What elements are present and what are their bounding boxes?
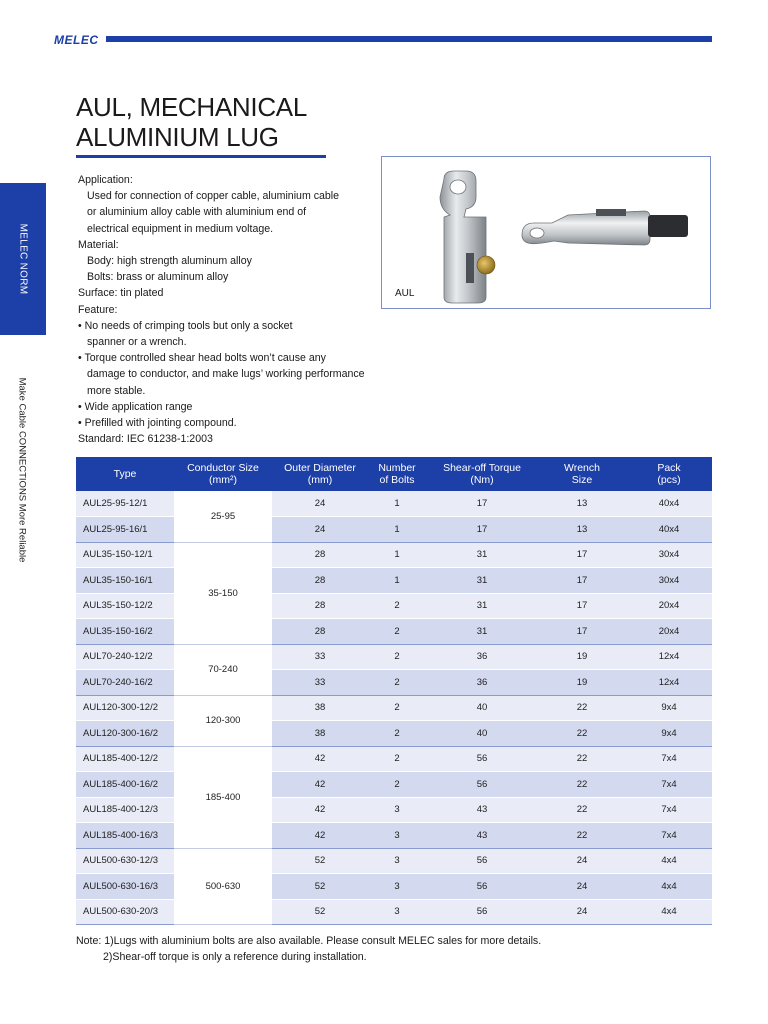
cell-wrench-size: 19 bbox=[538, 670, 626, 696]
feature-heading: Feature: bbox=[78, 303, 118, 316]
cell-number-of-bolts: 1 bbox=[368, 517, 426, 543]
cell-wrench-size: 13 bbox=[538, 517, 626, 543]
cell-pack: 30x4 bbox=[626, 542, 712, 568]
cell-shear-off-torque: 31 bbox=[426, 542, 538, 568]
cell-wrench-size: 22 bbox=[538, 721, 626, 747]
cell-type: AUL70-240-16/2 bbox=[76, 670, 174, 696]
table-row bbox=[76, 491, 712, 517]
cell-outer-diameter: 38 bbox=[272, 695, 368, 721]
page-title bbox=[76, 92, 307, 152]
cell-wrench-size: 24 bbox=[538, 874, 626, 900]
table-header-row bbox=[76, 457, 712, 491]
cell-number-of-bolts: 3 bbox=[368, 874, 426, 900]
cell-type: AUL35-150-16/1 bbox=[76, 568, 174, 594]
brand-logo: MELEC bbox=[54, 33, 99, 47]
cell-type: AUL25-95-12/1 bbox=[76, 491, 174, 517]
cell-wrench-size: 24 bbox=[538, 848, 626, 874]
photo-caption: AUL bbox=[395, 288, 415, 299]
cell-pack: 9x4 bbox=[626, 695, 712, 721]
feature-line: • No needs of crimping tools but only a socket bbox=[78, 319, 293, 332]
cell-number-of-bolts: 1 bbox=[368, 542, 426, 568]
cell-wrench-size: 22 bbox=[538, 695, 626, 721]
cell-conductor-size: 185-400 bbox=[174, 746, 272, 848]
cell-pack: 40x4 bbox=[626, 491, 712, 517]
cell-conductor-size: 120-300 bbox=[174, 695, 272, 746]
cell-shear-off-torque: 40 bbox=[426, 695, 538, 721]
cell-type: AUL70-240-12/2 bbox=[76, 644, 174, 670]
feature-line: • Torque controlled shear head bolts won’t cause any bbox=[78, 352, 326, 365]
cell-outer-diameter: 42 bbox=[272, 746, 368, 772]
table-row bbox=[76, 772, 712, 798]
cell-wrench-size: 22 bbox=[538, 746, 626, 772]
application-line: or aluminium alloy cable with aluminium end of bbox=[87, 206, 307, 219]
cell-pack: 7x4 bbox=[626, 823, 712, 849]
title-line-1: AUL, MECHANICAL bbox=[76, 92, 307, 122]
cell-shear-off-torque: 17 bbox=[426, 491, 538, 517]
cell-shear-off-torque: 31 bbox=[426, 619, 538, 645]
table-row bbox=[76, 593, 712, 619]
header-number-of-bolts: Number of Bolts bbox=[368, 457, 426, 491]
surface-text: Surface: tin plated bbox=[78, 287, 164, 300]
cell-shear-off-torque: 43 bbox=[426, 797, 538, 823]
cell-number-of-bolts: 2 bbox=[368, 619, 426, 645]
cell-conductor-size: 25-95 bbox=[174, 491, 272, 542]
cell-pack: 7x4 bbox=[626, 772, 712, 798]
table-row bbox=[76, 542, 712, 568]
cell-wrench-size: 24 bbox=[538, 899, 626, 925]
cell-wrench-size: 17 bbox=[538, 542, 626, 568]
feature-line: • Prefilled with jointing compound. bbox=[78, 417, 237, 430]
cell-outer-diameter: 24 bbox=[272, 517, 368, 543]
cell-number-of-bolts: 3 bbox=[368, 797, 426, 823]
cell-number-of-bolts: 1 bbox=[368, 491, 426, 517]
side-tab bbox=[0, 183, 46, 335]
table-row bbox=[76, 670, 712, 696]
cell-conductor-size: 500-630 bbox=[174, 848, 272, 925]
cell-wrench-size: 19 bbox=[538, 644, 626, 670]
feature-line: damage to conductor, and make lugs’ working performance bbox=[87, 368, 365, 381]
application-line: Used for connection of copper cable, aluminium cable bbox=[87, 190, 340, 203]
cell-outer-diameter: 52 bbox=[272, 899, 368, 925]
application-line: electrical equipment in medium voltage. bbox=[87, 222, 274, 235]
cell-pack: 4x4 bbox=[626, 848, 712, 874]
header-type: Type bbox=[76, 457, 174, 491]
cell-outer-diameter: 42 bbox=[272, 772, 368, 798]
table-row bbox=[76, 848, 712, 874]
cell-shear-off-torque: 40 bbox=[426, 721, 538, 747]
cell-shear-off-torque: 56 bbox=[426, 772, 538, 798]
cell-wrench-size: 17 bbox=[538, 619, 626, 645]
title-underline bbox=[76, 155, 326, 158]
product-description bbox=[78, 172, 388, 447]
note-line-1: Note: 1)Lugs with aluminium bolts are also available. Please consult MELEC sales for more details. bbox=[76, 935, 542, 947]
material-line: Bolts: brass or aluminum alloy bbox=[87, 271, 229, 284]
cell-pack: 20x4 bbox=[626, 593, 712, 619]
table-row bbox=[76, 695, 712, 721]
cell-number-of-bolts: 2 bbox=[368, 670, 426, 696]
cell-outer-diameter: 42 bbox=[272, 823, 368, 849]
table-row bbox=[76, 746, 712, 772]
cell-outer-diameter: 33 bbox=[272, 644, 368, 670]
cell-conductor-size: 70-240 bbox=[174, 644, 272, 695]
cell-pack: 30x4 bbox=[626, 568, 712, 594]
cell-shear-off-torque: 56 bbox=[426, 874, 538, 900]
cell-outer-diameter: 42 bbox=[272, 797, 368, 823]
notes bbox=[76, 934, 541, 965]
cell-outer-diameter: 52 bbox=[272, 848, 368, 874]
cell-type: AUL500-630-16/3 bbox=[76, 874, 174, 900]
table-row bbox=[76, 517, 712, 543]
side-slogan: Make Cable CONNECTIONS More Reliable bbox=[16, 377, 28, 563]
cell-pack: 40x4 bbox=[626, 517, 712, 543]
cell-type: AUL185-400-12/2 bbox=[76, 746, 174, 772]
table-row bbox=[76, 797, 712, 823]
table-row bbox=[76, 644, 712, 670]
cell-outer-diameter: 52 bbox=[272, 874, 368, 900]
header-wrench-size: Wrench Size bbox=[538, 457, 626, 491]
cell-type: AUL185-400-16/2 bbox=[76, 772, 174, 798]
cell-outer-diameter: 28 bbox=[272, 619, 368, 645]
cell-type: AUL185-400-16/3 bbox=[76, 823, 174, 849]
cell-wrench-size: 17 bbox=[538, 568, 626, 594]
cell-shear-off-torque: 43 bbox=[426, 823, 538, 849]
table-row bbox=[76, 568, 712, 594]
cell-shear-off-torque: 31 bbox=[426, 593, 538, 619]
cell-shear-off-torque: 17 bbox=[426, 517, 538, 543]
feature-line: more stable. bbox=[87, 384, 146, 397]
cell-shear-off-torque: 36 bbox=[426, 670, 538, 696]
cell-pack: 7x4 bbox=[626, 797, 712, 823]
header-shear-off-torque: Shear-off Torque (Nm) bbox=[426, 457, 538, 491]
cell-type: AUL35-150-16/2 bbox=[76, 619, 174, 645]
cell-shear-off-torque: 56 bbox=[426, 848, 538, 874]
cell-shear-off-torque: 56 bbox=[426, 746, 538, 772]
header-conductor-size: Conductor Size (mm²) bbox=[174, 457, 272, 491]
cell-wrench-size: 22 bbox=[538, 797, 626, 823]
cell-pack: 12x4 bbox=[626, 670, 712, 696]
header-outer-diameter: Outer Diameter (mm) bbox=[272, 457, 368, 491]
table-row bbox=[76, 899, 712, 925]
cell-pack: 9x4 bbox=[626, 721, 712, 747]
cell-outer-diameter: 38 bbox=[272, 721, 368, 747]
side-tab-label: MELEC NORM bbox=[17, 223, 29, 295]
cell-shear-off-torque: 56 bbox=[426, 899, 538, 925]
spec-table bbox=[76, 457, 712, 925]
table-row bbox=[76, 721, 712, 747]
cell-type: AUL120-300-12/2 bbox=[76, 695, 174, 721]
cell-number-of-bolts: 2 bbox=[368, 695, 426, 721]
cell-number-of-bolts: 2 bbox=[368, 721, 426, 747]
cell-pack: 4x4 bbox=[626, 874, 712, 900]
material-line: Body: high strength aluminum alloy bbox=[87, 255, 252, 268]
cell-number-of-bolts: 2 bbox=[368, 593, 426, 619]
cell-number-of-bolts: 1 bbox=[368, 568, 426, 594]
cell-number-of-bolts: 3 bbox=[368, 899, 426, 925]
feature-line: spanner or a wrench. bbox=[87, 336, 187, 349]
cell-shear-off-torque: 36 bbox=[426, 644, 538, 670]
cell-outer-diameter: 33 bbox=[272, 670, 368, 696]
table-row bbox=[76, 823, 712, 849]
header-pack: Pack (pcs) bbox=[626, 457, 712, 491]
cell-type: AUL500-630-12/3 bbox=[76, 848, 174, 874]
feature-line: • Wide application range bbox=[78, 400, 193, 413]
cell-outer-diameter: 24 bbox=[272, 491, 368, 517]
cell-outer-diameter: 28 bbox=[272, 542, 368, 568]
cell-pack: 12x4 bbox=[626, 644, 712, 670]
table-row bbox=[76, 619, 712, 645]
cell-shear-off-torque: 31 bbox=[426, 568, 538, 594]
cell-type: AUL500-630-20/3 bbox=[76, 899, 174, 925]
cell-type: AUL120-300-16/2 bbox=[76, 721, 174, 747]
table-body bbox=[76, 491, 712, 925]
table-row bbox=[76, 874, 712, 900]
cell-wrench-size: 13 bbox=[538, 491, 626, 517]
cell-type: AUL25-95-16/1 bbox=[76, 517, 174, 543]
cell-number-of-bolts: 3 bbox=[368, 848, 426, 874]
product-photo bbox=[381, 156, 711, 309]
cell-number-of-bolts: 2 bbox=[368, 746, 426, 772]
cell-number-of-bolts: 2 bbox=[368, 644, 426, 670]
header-bar bbox=[106, 36, 712, 42]
cell-conductor-size: 35-150 bbox=[174, 542, 272, 644]
cell-wrench-size: 22 bbox=[538, 772, 626, 798]
standard-text: Standard: IEC 61238-1:2003 bbox=[78, 433, 213, 446]
cell-type: AUL35-150-12/2 bbox=[76, 593, 174, 619]
material-heading: Material: bbox=[78, 238, 119, 251]
cell-type: AUL185-400-12/3 bbox=[76, 797, 174, 823]
cell-outer-diameter: 28 bbox=[272, 593, 368, 619]
note-line-2: 2)Shear-off torque is only a reference during installation. bbox=[103, 950, 367, 963]
cell-wrench-size: 17 bbox=[538, 593, 626, 619]
cell-pack: 4x4 bbox=[626, 899, 712, 925]
cell-wrench-size: 22 bbox=[538, 823, 626, 849]
lug-image bbox=[382, 157, 712, 310]
cell-pack: 7x4 bbox=[626, 746, 712, 772]
cell-number-of-bolts: 2 bbox=[368, 772, 426, 798]
cell-pack: 20x4 bbox=[626, 619, 712, 645]
cell-outer-diameter: 28 bbox=[272, 568, 368, 594]
title-line-2: ALUMINIUM LUG bbox=[76, 122, 279, 152]
cell-type: AUL35-150-12/1 bbox=[76, 542, 174, 568]
cell-number-of-bolts: 3 bbox=[368, 823, 426, 849]
application-heading: Application: bbox=[78, 174, 133, 186]
